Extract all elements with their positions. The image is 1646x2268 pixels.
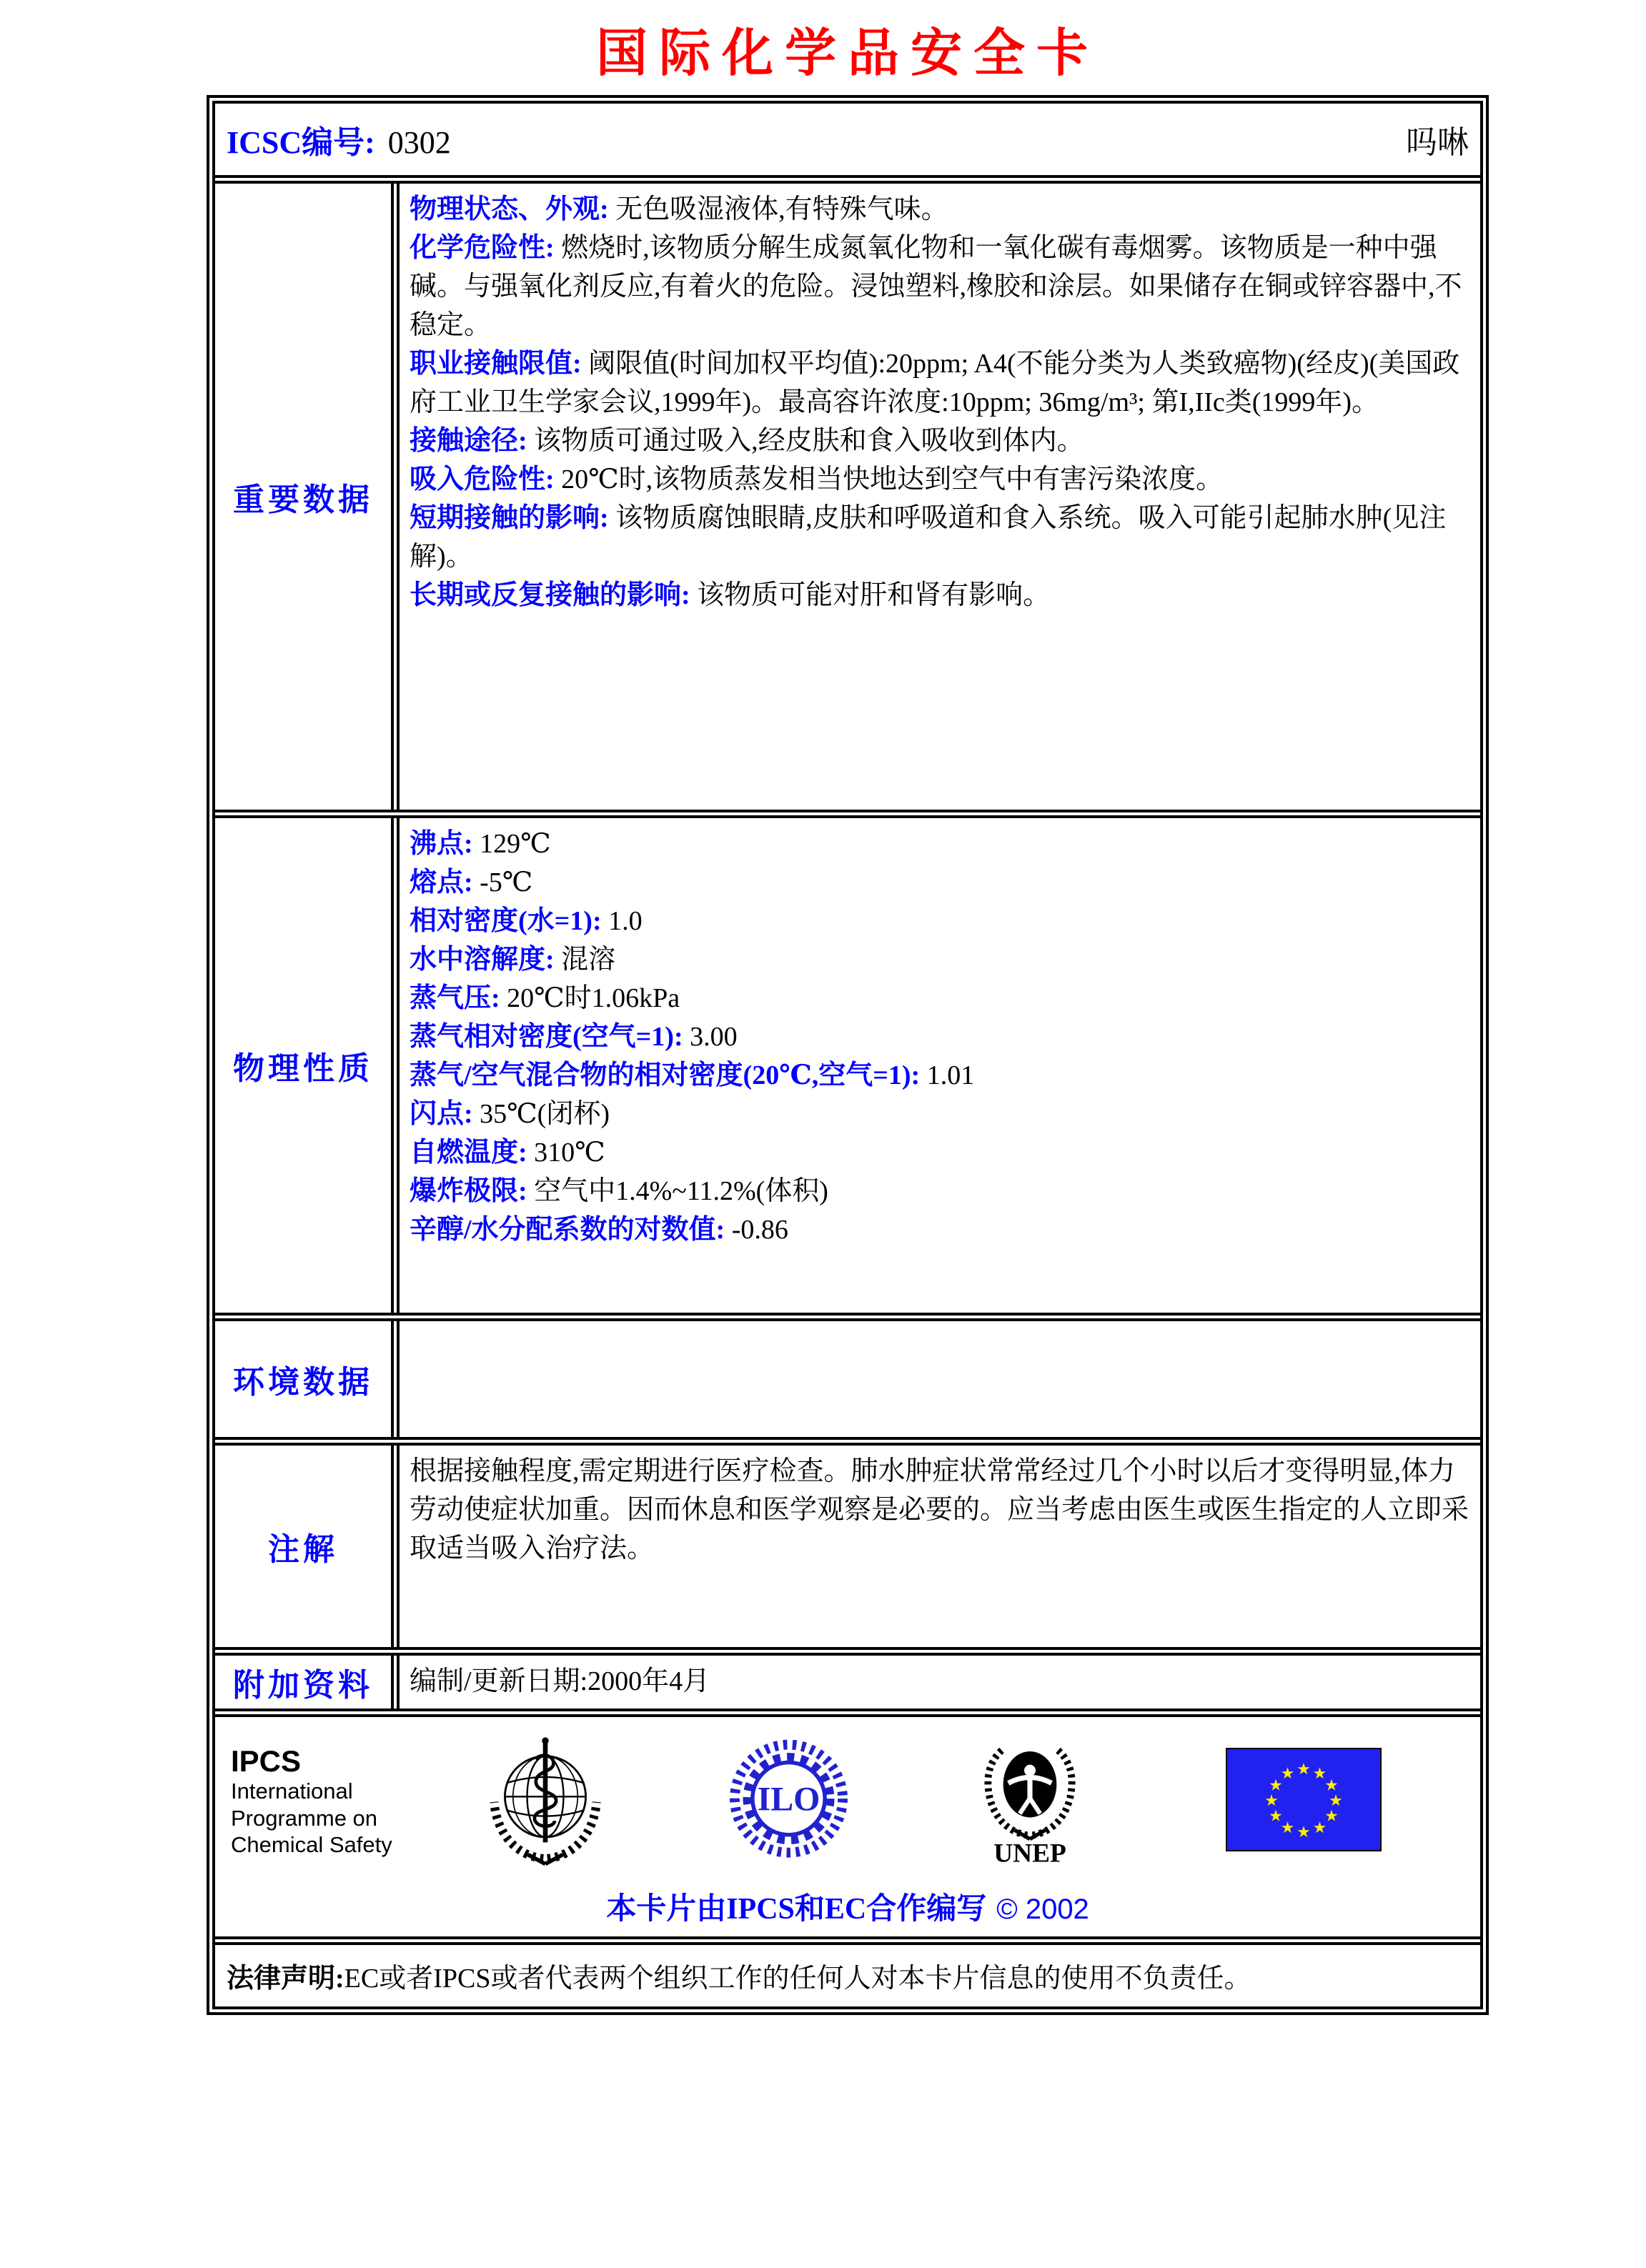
item-text: 阈限值(时间加权平均值):20ppm; A4(不能分类为人类致癌物)(经皮)(美国政府工业卫生学家会议,1999年)。最高容许浓度:10ppm; 36mg/m³; 第I,IIc类(1999年)。 <box>410 348 1460 417</box>
section-label-additional-info: 附加资料 <box>233 1667 373 1703</box>
section-label-environmental-data: 环境数据 <box>233 1365 373 1400</box>
section-physical-properties <box>215 810 1480 1313</box>
item-text: 燃烧时,该物质分解生成氮氧化物和一氧化碳有毒烟雾。该物质是一种中强碱。与强氧化剂反应,有着火的危险。浸蚀塑料,橡胶和涂层。如果储存在铜或锌容器中,不稳定。 <box>410 232 1462 340</box>
property-line <box>410 1057 1470 1095</box>
ipcs-acronym: IPCS <box>231 1744 302 1778</box>
eu-flag-icon <box>1226 1748 1382 1855</box>
property-line <box>410 1018 1470 1057</box>
property-value: 1.0 <box>608 905 643 936</box>
important-data-item <box>410 345 1470 422</box>
item-text: 该物质可能对肝和肾有影响。 <box>697 580 1051 610</box>
property-line <box>410 1173 1470 1211</box>
property-value: 20℃时1.06kPa <box>507 983 680 1013</box>
item-text: 无色吸湿液体,有特殊气味。 <box>615 194 948 224</box>
svg-text:★: ★ <box>1269 1776 1283 1795</box>
important-data-item <box>410 229 1470 345</box>
property-label: 闪点: <box>410 1098 473 1129</box>
svg-text:★: ★ <box>1280 1765 1295 1784</box>
section-label-notes: 注解 <box>268 1532 338 1567</box>
property-label: 蒸气/空气混合物的相对密度(20℃,空气=1): <box>410 1060 921 1090</box>
item-label: 吸入危险性: <box>410 464 555 494</box>
item-label: 短期接触的影响: <box>410 502 609 533</box>
svg-text:★: ★ <box>1280 1819 1295 1838</box>
property-line <box>410 902 1470 941</box>
additional-info-content: 编制/更新日期:2000年4月 <box>391 1656 1480 1709</box>
property-line <box>410 941 1470 980</box>
ipcs-text-block <box>231 1745 410 1859</box>
property-line <box>410 864 1470 902</box>
item-text: 该物质腐蚀眼睛,皮肤和呼吸道和食入系统。吸入可能引起肺水肿(见注解)。 <box>410 502 1447 572</box>
environmental-data-content <box>391 1321 1480 1437</box>
property-value: 空气中1.4%~11.2%(体积) <box>534 1175 828 1206</box>
property-label: 沸点: <box>410 829 473 859</box>
property-value: 1.01 <box>926 1060 975 1090</box>
section-label-physical-properties: 物理性质 <box>233 1051 373 1086</box>
item-label: 职业接触限值: <box>410 348 582 379</box>
caption-text: 本卡片由IPCS和EC合作编写 <box>606 1892 987 1926</box>
property-value: 129℃ <box>480 829 551 859</box>
important-data-item <box>410 499 1470 577</box>
notes-content: 根据接触程度,需定期进行医疗检查。肺水肿症状常常经过几个小时以后才变得明显,体力劳动使症状加重。因而休息和医学观察是必要的。应当考虑由医生或医生指定的人立即采取适当吸入治疗法。 <box>391 1446 1480 1647</box>
svg-text:★: ★ <box>1312 1765 1327 1784</box>
property-value: -5℃ <box>480 867 533 897</box>
physical-properties-content <box>391 818 1480 1313</box>
svg-text:★: ★ <box>1264 1792 1279 1811</box>
important-data-item <box>410 577 1470 615</box>
logos-line <box>215 1729 1480 1875</box>
icsc-number-group <box>227 116 451 162</box>
property-label: 自燃温度: <box>410 1137 527 1168</box>
section-important-data <box>215 175 1480 810</box>
page-title: 国际化学品安全卡 <box>595 25 1099 82</box>
svg-text:★: ★ <box>1297 1761 1311 1779</box>
logos-row <box>215 1709 1480 1936</box>
item-label: 接触途径: <box>410 425 527 456</box>
property-label: 熔点: <box>410 867 473 897</box>
ilo-emblem-icon <box>726 1734 851 1869</box>
property-line <box>410 1134 1470 1173</box>
property-value: 310℃ <box>534 1137 605 1168</box>
item-label: 长期或反复接触的影响: <box>410 580 690 610</box>
property-line <box>410 980 1470 1018</box>
item-label: 化学危险性: <box>410 232 555 263</box>
property-label: 蒸气相对密度(空气=1): <box>410 1021 683 1052</box>
property-line <box>410 1211 1470 1250</box>
svg-text:★: ★ <box>1324 1807 1339 1826</box>
property-label: 蒸气压: <box>410 983 500 1013</box>
property-value: 35℃(闭杯) <box>480 1098 610 1129</box>
ipcs-line: International <box>231 1778 353 1804</box>
legal-text: EC或者IPCS或者代表两个组织工作的任何人对本卡片信息的使用不负责任。 <box>344 1964 1251 1994</box>
copyright-text: © 2002 <box>996 1893 1089 1925</box>
header-row <box>215 104 1480 175</box>
property-value: 混溶 <box>561 944 616 975</box>
property-label: 水中溶解度: <box>410 944 555 975</box>
svg-text:★: ★ <box>1269 1807 1283 1826</box>
property-line <box>410 825 1470 864</box>
important-data-item <box>410 422 1470 461</box>
icsc-number-label: ICSC编号: <box>227 125 375 160</box>
important-data-item <box>410 191 1470 229</box>
svg-text:★: ★ <box>1324 1776 1339 1795</box>
section-notes <box>215 1437 1480 1647</box>
unep-emblem-icon <box>973 1729 1087 1875</box>
svg-text:★: ★ <box>1329 1792 1343 1811</box>
ipcs-line: Chemical Safety <box>231 1832 392 1858</box>
property-label: 相对密度(水=1): <box>410 905 602 936</box>
legal-label: 法律声明: <box>227 1964 344 1994</box>
property-line <box>410 1095 1470 1134</box>
chemical-name: 吗啉 <box>1406 125 1469 160</box>
svg-text:★: ★ <box>1312 1819 1327 1838</box>
section-environmental-data <box>215 1313 1480 1437</box>
ilo-monogram: ILO <box>757 1781 820 1819</box>
cooperation-caption <box>215 1885 1480 1928</box>
item-label: 物理状态、外观: <box>410 194 609 224</box>
svg-text:★: ★ <box>1297 1824 1311 1842</box>
item-text: 20℃时,该物质蒸发相当快地达到空气中有害污染浓度。 <box>561 464 1224 494</box>
property-label: 爆炸极限: <box>410 1175 527 1206</box>
legal-row <box>215 1936 1480 2006</box>
important-data-content <box>391 184 1480 810</box>
section-additional-info <box>215 1647 1480 1709</box>
legal-notice <box>227 1956 1251 1995</box>
property-value: 3.00 <box>690 1021 738 1052</box>
property-value: -0.86 <box>731 1214 788 1245</box>
icsc-number-value: 0302 <box>387 125 451 160</box>
unep-wordmark: UNEP <box>993 1839 1066 1869</box>
who-emblem-icon <box>477 1729 613 1874</box>
property-label: 辛醇/水分配系数的对数值: <box>410 1214 725 1245</box>
section-label-important-data: 重要数据 <box>233 482 373 517</box>
ipcs-line: Programme on <box>231 1805 378 1831</box>
important-data-item <box>410 461 1470 499</box>
icsc-card <box>207 95 1489 2015</box>
item-text: 该物质可通过吸入,经皮肤和食入吸收到体内。 <box>534 425 1084 456</box>
